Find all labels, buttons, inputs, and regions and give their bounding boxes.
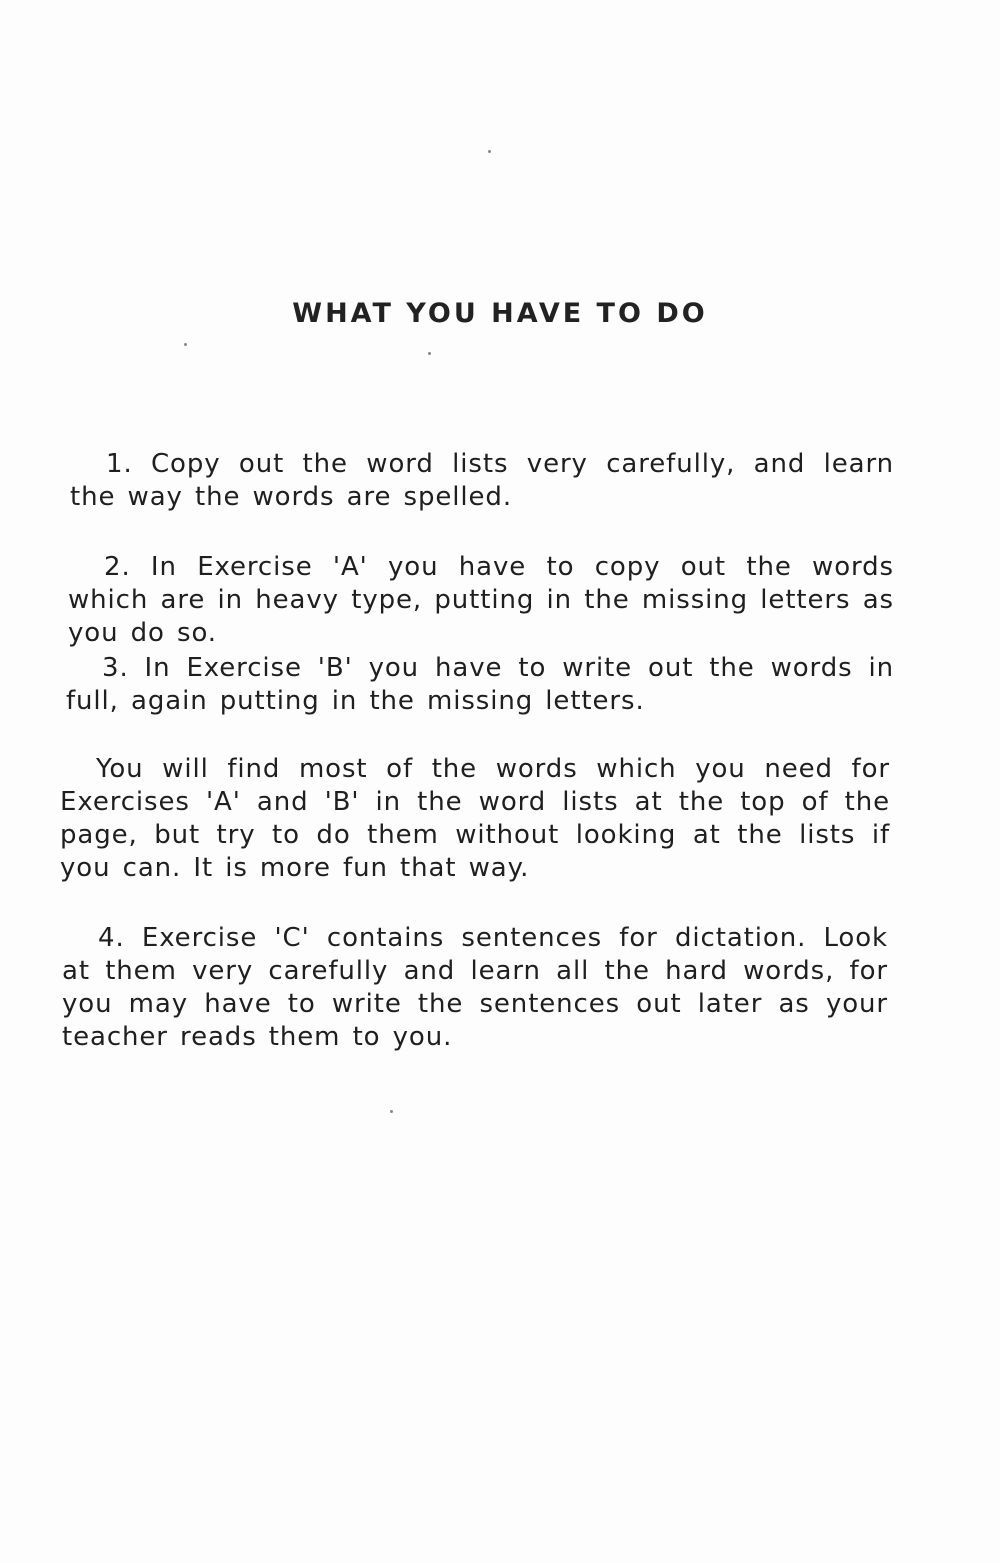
print-speck (488, 150, 491, 153)
instruction-1: 1. Copy out the word lists very carefully, and learn the way the words are spelled. (70, 449, 894, 512)
print-speck (428, 352, 431, 355)
instruction-4: 4. Exercise 'C' contains sentences for dictation. Look at them very carefully and learn all the hard words, for you may have to write the sentences out later as your teacher reads them to you. (62, 923, 888, 1052)
note-paragraph: You will find most of the words which you need for Exercises 'A' and 'B' in the word lists at the top of the page, but try to do them without looking at the lists if you can. It is more fun that way. (60, 754, 890, 883)
instruction-2: 2. In Exercise 'A' you have to copy out the words which are in heavy type, putting in the missing letters as you do so. (68, 552, 894, 648)
page-title: WHAT YOU HAVE TO DO (292, 298, 708, 329)
print-speck (184, 343, 187, 346)
print-speck (390, 1110, 393, 1113)
instruction-3: 3. In Exercise 'B' you have to write out the words in full, again putting in the missing letters. (66, 653, 894, 716)
